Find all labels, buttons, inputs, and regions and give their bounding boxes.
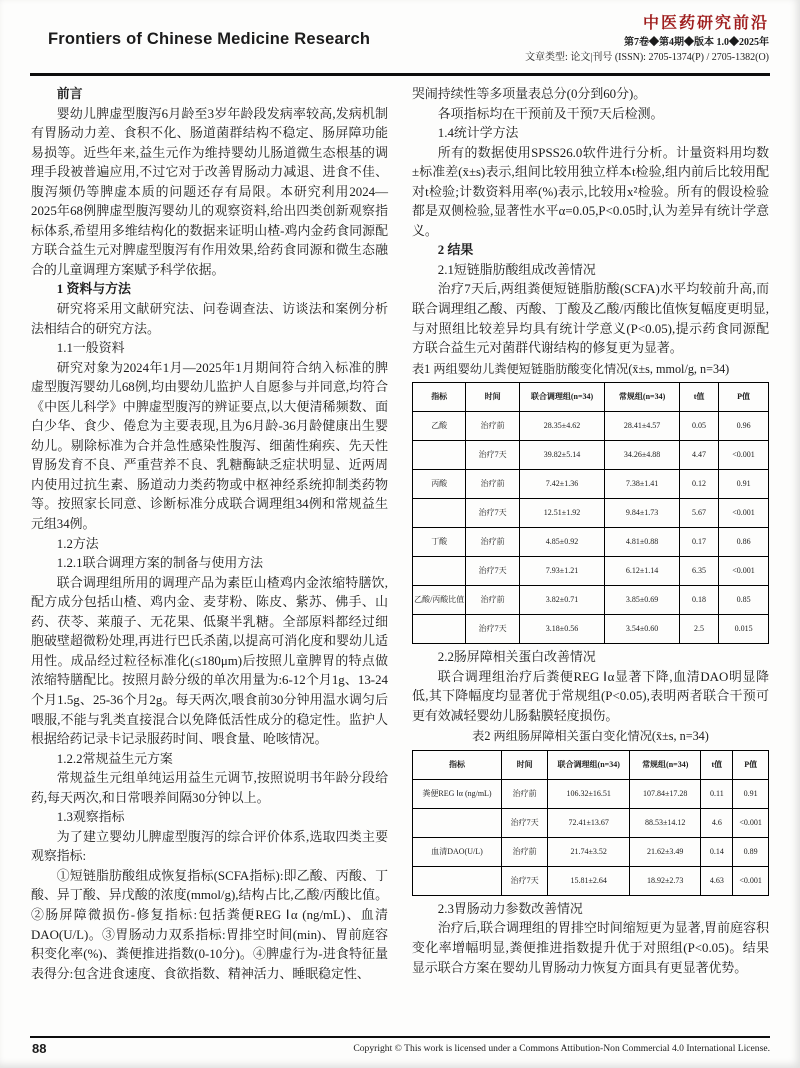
cell: 7.42±1.36 [519,470,604,499]
table-row [413,470,769,499]
cell [413,615,466,644]
paragraph: 研究对象为2024年1月—2025年1月期间符合纳入标准的脾虚型腹泻婴幼儿68例,均由婴幼儿监护人自愿参与并同意,均符合《中医儿科学》中脾虚型腹泻的辨证要点,以大便清稀频数、面白少华、食少、倦怠为主要表现,且为6月龄-36月龄健康出生婴幼儿。剔除标准为合并急性感染性腹泻、细菌性痢疾、先天性胃肠发育不良、严重营养不良、乳糖酶缺乏症状明显、近两周内使用过抗生素、肠道动力类药物或中枢神经系统抑制类药物等。按照家长同意、诊断标准分成联合调理组34例和常规益生元组34例。 [31,360,388,532]
cell: 0.05 [679,412,718,441]
paragraph: 治疗后,联合调理组的胃排空时间缩短更为显著,胃前庭容积变化率增幅明显,粪便推进指数提升优于对照组(P<0.05)。结果显示联合方案在婴幼儿胃肠动力恢复方面具有更显著优势。 [412,921,769,975]
cell: 0.91 [733,779,769,808]
right-column [412,85,769,984]
cell: 15.81±2.64 [548,866,630,895]
paragraph: 联合调理组治疗后粪便REG Ⅰα显著下降,血清DAO明显降低,其下降幅度均显著优于常规组(P<0.05),表明两者联合干预可更有效减轻婴幼儿肠黏膜轻度损伤。 [412,669,769,723]
cell: 0.17 [679,528,718,557]
paragraph: ①短链脂肪酸组成恢复指标(SCFA指标):即乙酸、丙酸、丁酸、异丁酸、异戊酸的浓度(mmol/g),结构占比,乙酸/丙酸比值。②肠屏障微损伤-修复指标:包括粪便REG Ⅰα (ng/mL)、血清DAO(U/L)。③胃肠动力双系指标:胃排空时间(min)、胃前庭容积变化率(%)、粪便推进指数(0-10分)。④脾虚行为-进食特征量表得分:包含进食速度、食欲指数、精神活力、睡眠稳定性、 [31,868,388,981]
page-number: 88 [32,1041,47,1056]
cell: <0.001 [719,557,769,586]
issue-line: 第7卷◆第4期◆版本 1.0◆2025年 [624,37,769,48]
column-header: t值 [679,383,718,412]
cell: 9.84±1.73 [605,499,680,528]
cell: 72.41±13.67 [548,808,630,837]
cell: 0.14 [701,837,733,866]
cell: 治疗前 [466,412,519,441]
cell: 0.85 [719,586,769,615]
table-row [413,808,769,837]
left-column [31,85,388,984]
table1-caption: 表1 两组婴幼儿粪便短链脂肪酸变化情况(x̄±s, mmol/g, n=34) [412,361,730,376]
journal-header [0,0,800,68]
table2-caption: 表2 两组肠屏障相关蛋白变化情况(x̄±s, n=34) [472,729,709,744]
cell: 6.12±1.14 [605,557,680,586]
cell: 治疗前 [502,837,548,866]
cell: 0.11 [701,779,733,808]
copyright-notice: Copyright © This work is licensed under a Commons Attibution-Non Commercial 4.0 International License. [353,1043,770,1054]
column-header: 常规组(n=34) [630,750,701,779]
cell: <0.001 [733,808,769,837]
cell: 治疗7天 [502,808,548,837]
cell: 0.18 [679,586,718,615]
column-header: 时间 [502,750,548,779]
cell: 治疗前 [466,470,519,499]
cell: 34.26±4.88 [605,441,680,470]
cell: 3.85±0.69 [605,586,680,615]
cell: 3.18±0.56 [519,615,604,644]
cell: 0.89 [733,837,769,866]
subsection-heading-2-3: 2.3胃肠动力参数改善情况 [437,901,583,916]
cell [413,866,502,895]
cell: 6.35 [679,557,718,586]
section-heading-1: 1 资料与方法 [56,282,131,297]
cell: 88.53±14.12 [630,808,701,837]
section-heading-2: 2 结果 [437,243,474,258]
paragraph: 联合调理组所用的调理产品为素臣山楂鸡内金浓缩特膳饮,配方成分包括山楂、鸡内金、麦芽粉、陈皮、紫苏、佛手、山药、茯苓、莱菔子、无花果、低聚半乳糖。全部原料都经过细胞破壁超微粉处理,再进行巴氏杀菌,以提高可消化度和婴幼儿适用性。成品经过粒径标准化(≤180μm)后按照儿童脾胃的特点做浓缩特膳配比。按照月龄分级的单次用量为:6-12个月1g、13-24个月1.5g、25-36个月2g。每天两次,喂食前30分钟用温水调匀后喂服,不能与乳类直接混合以免降低活性成分的稳定性。监护人根据给药记录卡记录服药时间、喂食量、呛咳情况。 [31,575,388,747]
subsection-heading-1-1: 1.1一般资料 [56,341,125,356]
paragraph: 所有的数据使用SPSS26.0软件进行分析。计量资料用均数±标准差(x̄±s)表示,组间比较用独立样本t检验,组内前后比较用配对t检验;计数资料用率(%)表示,比较用x²检验。所有的假设检验都是双侧检验,显著性水平α=0.05,P<0.05时,认为差异有统计学意义。 [412,145,769,238]
column-header: P值 [733,750,769,779]
cell: 治疗7天 [466,557,519,586]
cell: 0.015 [719,615,769,644]
cell: 4.47 [679,441,718,470]
cell: 治疗前 [466,528,519,557]
table-row [413,557,769,586]
cell: 治疗7天 [466,499,519,528]
column-header: 联合调理组(n=34) [519,383,604,412]
cell: 4.6 [701,808,733,837]
cell: 0.86 [719,528,769,557]
paragraph: 治疗7天后,两组粪便短链脂肪酸(SCFA)水平均较前升高,而联合调理组乙酸、丙酸、丁酸及乙酸/丙酸比值恢复幅度更明显,与对照组比较差异均具有统计学意义(P<0.05),提示药食同源配方联合益生元对菌群代谢结构的修复更为显著。 [412,282,769,356]
column-header: 常规组(n=34) [605,383,680,412]
cell: 18.92±2.73 [630,866,701,895]
table1-scfa [412,382,769,644]
cell: 0.12 [679,470,718,499]
paragraph: 各项指标均在干预前及干预7天后检测。 [437,106,664,121]
table-row [413,837,769,866]
cell: 治疗前 [466,586,519,615]
paragraph: 研究将采用文献研究法、问卷调查法、访谈法和案例分析法相结合的研究方法。 [31,302,388,336]
column-header: 联合调理组(n=34) [548,750,630,779]
subsection-heading-1-2: 1.2方法 [56,536,99,551]
subsection-heading-1-3: 1.3观察指标 [56,810,125,825]
cell: <0.001 [719,499,769,528]
table-row [413,779,769,808]
paragraph: 常规益生元组单纯运用益生元调节,按照说明书年龄分段给药,每天两次,和日常喂养间隔30分钟以上。 [31,771,388,805]
cell: 粪便REG Ⅰα (ng/mL) [413,779,502,808]
subsection-heading-1-2-1: 1.2.1联合调理方案的制备与使用方法 [56,556,264,571]
cell: 2.5 [679,615,718,644]
cell: 28.35±4.62 [519,412,604,441]
subsection-heading-1-4: 1.4统计学方法 [437,126,519,141]
cell: 治疗前 [502,779,548,808]
table-header-row [413,750,769,779]
table-row [413,586,769,615]
subsection-heading-2-2: 2.2肠屏障相关蛋白改善情况 [437,650,596,665]
column-header: t值 [701,750,733,779]
subsection-heading-1-2-2: 1.2.2常规益生元方案 [56,751,173,766]
cell: 乙酸 [413,412,466,441]
table2-barrier-proteins [412,750,769,896]
table-row [413,866,769,895]
section-heading-foreword: 前言 [56,87,83,101]
cell: 治疗7天 [466,441,519,470]
paragraph-continuation: 哭闹持续性等多项量表总分(0分到60分)。 [412,87,647,101]
cell: 治疗7天 [466,615,519,644]
cell: 丙酸 [413,470,466,499]
cell: 血清DAO(U/L) [413,837,502,866]
cell: 12.51±1.92 [519,499,604,528]
footer-divider [30,1036,770,1038]
cell: 21.62±3.49 [630,837,701,866]
cell: 4.85±0.92 [519,528,604,557]
cell: <0.001 [719,441,769,470]
table-row [413,441,769,470]
table-row [413,615,769,644]
cell: 0.96 [719,412,769,441]
cell: 21.74±3.52 [548,837,630,866]
paragraph: 婴幼儿脾虚型腹泻6月龄至3岁年龄段发病率较高,发病机制有胃肠动力差、食积不化、肠道菌群结构不稳定、肠屏障功能易损等。近些年来,益生元作为维持婴幼儿肠道微生态根基的调理手段被普遍应用,不过它对于改善胃肠动力减退、进食不佳、腹泻频仍等脾虚本质的问题还存有局限。本研究利用2024—2025年68例脾虚型腹泻婴幼儿的观察资料,给出四类创新观察指标体系,希望用多维结构化的数据来证明山楂-鸡内金药食同源配方联合益生元对脾虚型腹泻有作用效果,给药食同源和微生态融合的儿童调理方案赋予科学依据。 [31,106,388,277]
cell: 28.41±4.57 [605,412,680,441]
table-row [413,528,769,557]
column-header: 指标 [413,383,466,412]
column-header: 指标 [413,750,502,779]
cell: 5.67 [679,499,718,528]
table-row [413,499,769,528]
article-type-line: 文章类型: 论文|刊号 (ISSN): 2705-1374(P) / 2705-1382(O) [525,51,769,63]
subsection-heading-2-1: 2.1短链脂肪酸组成改善情况 [437,262,596,277]
column-header: 时间 [466,383,519,412]
cell: 3.54±0.60 [605,615,680,644]
journal-meta [525,14,769,64]
column-header: P值 [719,383,769,412]
page-footer [0,1036,800,1056]
journal-title-en: Frontiers of Chinese Medicine Research [48,29,371,48]
cell: 4.81±0.88 [605,528,680,557]
cell: 4.63 [701,866,733,895]
paragraph: 为了建立婴幼儿脾虚型腹泻的综合评价体系,选取四类主要观察指标: [31,829,388,864]
cell: 7.38±1.41 [605,470,680,499]
cell: 3.82±0.71 [519,586,604,615]
cell: 107.84±17.28 [630,779,701,808]
cell: 治疗7天 [502,866,548,895]
cell: <0.001 [733,866,769,895]
cell: 丁酸 [413,528,466,557]
table-header-row [413,383,769,412]
cell [413,499,466,528]
cell [413,808,502,837]
cell: 乙酸/丙酸比值 [413,586,466,615]
cell: 106.32±16.51 [548,779,630,808]
cell: 7.93±1.21 [519,557,604,586]
cell: 0.91 [719,470,769,499]
cell [413,441,466,470]
cell: 39.82±5.14 [519,441,604,470]
journal-title-zh: 中医药研究前沿 [642,15,769,32]
table-row [413,412,769,441]
article-body [0,76,800,984]
cell [413,557,466,586]
